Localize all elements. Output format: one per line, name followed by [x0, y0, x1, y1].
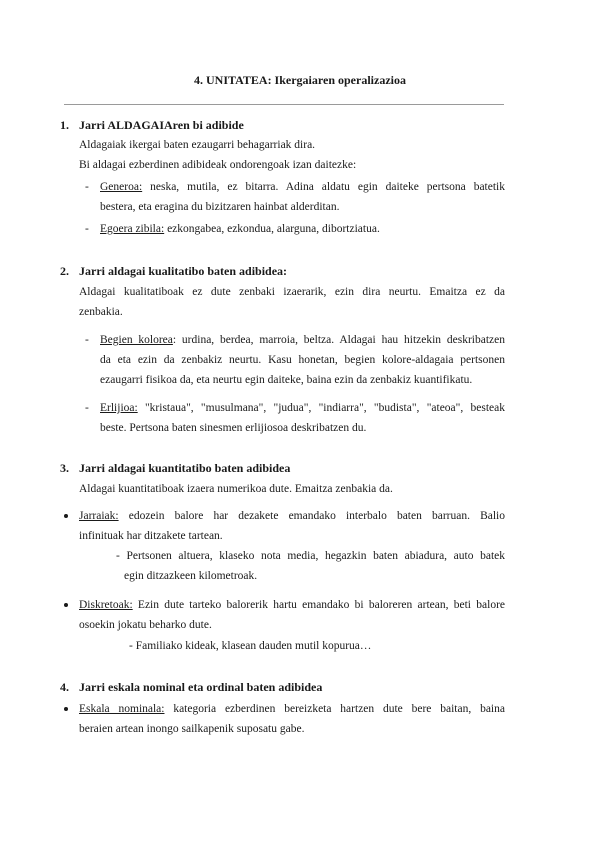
section-3-bullet-1-example-line-2: egin ditzazkeen kilometroak. [124, 570, 258, 582]
section-3-bullet-1-line-1 [79, 509, 505, 523]
page-title: 4. UNITATEA: Ikergaiaren operalizazioa [194, 73, 406, 87]
section-2-item-1-line-3: ezaugarri fisikoa da, eta neurtu egin daiteke, baina ezin da zenbakiz kuantifikatu. [100, 374, 473, 386]
item-term-begien-kolorea: Begien kolorea [100, 334, 173, 346]
item-term-generoa: Generoa: [100, 181, 143, 193]
item-text: Ezin dute tarteko balorerik hartu emandako bi baloreren artean, beti balore [132, 599, 505, 611]
section-2-item-2-line-1 [100, 401, 505, 415]
section-2-item-1-dash: - [85, 334, 89, 346]
section-2-item-2-line-2: beste. Pertsona baten sinesmen erlijiosoa deskribatzen du. [100, 422, 367, 434]
section-1-paragraph-2: Bi aldagai ezberdinen adibideak ondorengoak izan daitezke: [79, 159, 357, 171]
item-text: : urdina, berdea, marroia, beltza. Aldagai hau hitzekin deskribatzen [172, 334, 505, 346]
section-2-paragraph-line-2: zenbakia. [79, 306, 123, 318]
section-2-item-2-dash: - [85, 402, 89, 414]
section-3-bullet-1-line-2: infinituak har ditzakete tartean. [79, 530, 223, 542]
item-text: kategoria ezberdinen bereizketa hartzen dute bere baitan, baina [164, 703, 505, 715]
item-term-eskala-nominala: Eskala nominala: [79, 703, 165, 715]
section-3-bullet-2-example: - Familiako kideak, klasean dauden mutil kopurua… [129, 640, 372, 652]
section-2-heading: Jarri aldagai kualitatibo baten adibidea: [79, 264, 288, 278]
title-divider [64, 104, 504, 105]
item-term-diskretoak: Diskretoak: [79, 599, 133, 611]
section-1-heading: Jarri ALDAGAIAren bi adibide [79, 118, 244, 132]
section-3-paragraph: Aldagai kuantitatiboak izaera numerikoa dute. Emaitza zenbakia da. [79, 483, 393, 495]
section-1-item-1-line-1 [100, 180, 505, 194]
section-4-heading: Jarri eskala nominal eta ordinal baten adibidea [79, 680, 323, 694]
item-text: "kristaua", "musulmana", "judua", "indiarra", "budista", "ateoa", besteak [137, 402, 505, 414]
section-3-heading: Jarri aldagai kuantitatibo baten adibidea [79, 461, 291, 475]
section-4-bullet-1-line-2: beraien artean inongo sailkapenik suposatu gabe. [79, 723, 305, 735]
section-3-bullet-2-line-1 [79, 598, 505, 612]
section-3-bullet-1-example-line-1: - Pertsonen altuera, klaseko nota media, hegazkin baten abiadura, auto batek [116, 550, 505, 562]
section-4-bullet-1-line-1 [79, 702, 505, 716]
bullet-jarraiak [64, 514, 68, 518]
item-text: ezkongabea, ezkondua, alarguna, dibortziatua. [164, 223, 380, 235]
section-2-paragraph-line-1: Aldagai kualitatiboak ez dute zenbaki izaerarik, ezin dira neurtu. Emaitza ez da [79, 286, 505, 298]
section-3-number: 3. [60, 461, 69, 475]
bullet-diskretoak [64, 603, 68, 607]
bullet-eskala-nominala [64, 707, 68, 711]
section-2-number: 2. [60, 264, 69, 278]
section-2-item-1-line-1 [100, 333, 505, 347]
section-1-number: 1. [60, 118, 69, 132]
section-1-item-2-dash: - [85, 223, 89, 235]
section-2-item-1-line-2: da eta ezin da zenbakiz neurtu. Kasu honetan, begien kolore-aldagaia pertsonen [100, 354, 505, 366]
item-term-erlijioa: Erlijioa: [100, 402, 138, 414]
section-3-bullet-2-line-2: osoekin jokatu beharko dute. [79, 619, 212, 631]
item-text: edozein balore har dezakete emandako interbalo baten barruan. Balio [118, 510, 505, 522]
section-1-item-1-dash: - [85, 181, 89, 193]
item-text: neska, mutila, ez bitarra. Adina aldatu egin daiteke pertsona batetik [142, 181, 505, 193]
section-1-paragraph-1: Aldagaiak ikergai baten ezaugarri behagarriak dira. [79, 139, 316, 151]
section-1-item-1-line-2: bestera, eta eragina du bizitzaren hainbat alderditan. [100, 201, 340, 213]
section-1-item-2-line-1 [100, 222, 380, 236]
item-term-egoera-zibila: Egoera zibila: [100, 223, 165, 235]
item-term-jarraiak: Jarraiak: [79, 510, 119, 522]
section-4-number: 4. [60, 680, 69, 694]
